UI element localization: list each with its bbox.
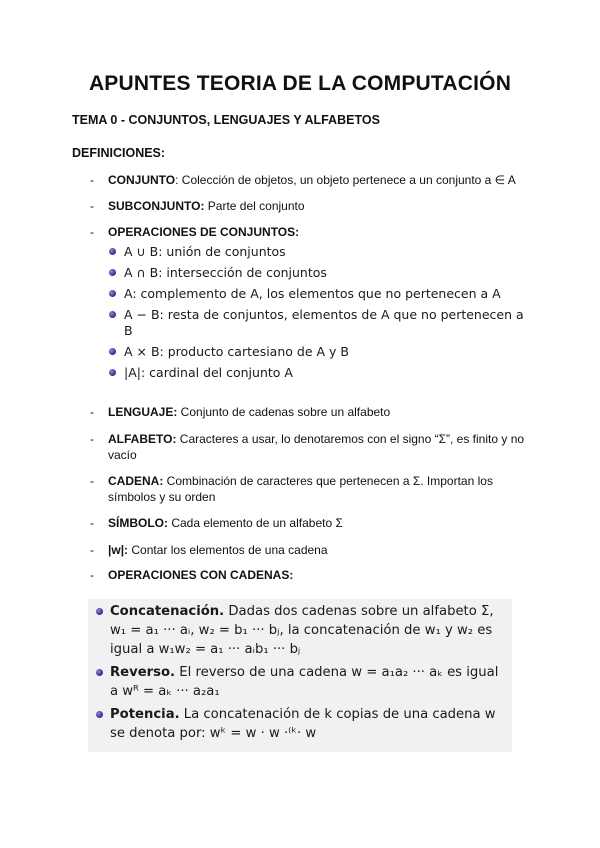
definition-cadena bbox=[90, 473, 530, 505]
term-label: Concatenación. bbox=[110, 604, 225, 619]
definition-operaciones-conjuntos bbox=[90, 224, 530, 386]
list-item-text: A − B: resta de conjuntos, elementos de A que no pertenecen a B bbox=[124, 307, 524, 338]
bullet-icon bbox=[109, 248, 116, 255]
dash-marker: - bbox=[90, 543, 94, 557]
term-label: CADENA: bbox=[108, 474, 164, 488]
term-label: LENGUAJE: bbox=[108, 405, 178, 419]
dash-marker: - bbox=[90, 225, 94, 239]
bullet-icon bbox=[96, 608, 103, 615]
definition-text: Parte del conjunto bbox=[204, 199, 305, 213]
term-label: OPERACIONES DE CONJUNTOS: bbox=[108, 225, 300, 239]
definition-lenguaje bbox=[90, 404, 530, 420]
list-item-text: A: complemento de A, los elementos que no pertenecen a A bbox=[124, 286, 501, 301]
term-label: ALFABETO: bbox=[108, 432, 177, 446]
figure-text: Dadas dos cadenas sobre un alfabeto Σ, w₁ = a₁ ··· aᵢ, w₂ = b₁ ··· bⱼ, la concatenación de w₁ y w₂ es igual a w₁w₂ = a₁ ··· aᵢb₁ ··· bⱼ bbox=[110, 604, 494, 657]
definition-text: Combinación de caracteres que pertenecen a Σ. Importan los símbolos y su orden bbox=[108, 474, 493, 504]
list-item bbox=[108, 286, 530, 302]
term-label: Potencia. bbox=[110, 707, 180, 722]
list-item bbox=[108, 244, 530, 260]
bullet-icon bbox=[96, 711, 103, 718]
dash-marker: - bbox=[90, 405, 94, 419]
definition-alfabeto bbox=[90, 431, 530, 463]
dash-marker: - bbox=[90, 432, 94, 446]
definition-text: Conjunto de cadenas sobre un alfabeto bbox=[177, 405, 391, 419]
term-label: OPERACIONES CON CADENAS: bbox=[108, 568, 294, 582]
set-operations-list bbox=[108, 244, 530, 381]
definition-text: : Colección de objetos, un objeto pertenece a un conjunto a ∈ A bbox=[175, 173, 516, 187]
topic-heading: TEMA 0 - CONJUNTOS, LENGUAJES Y ALFABETOS bbox=[72, 113, 380, 127]
string-operations-figure bbox=[88, 599, 512, 752]
definition-subconjunto bbox=[90, 198, 530, 214]
bullet-icon bbox=[109, 369, 116, 376]
bullet-icon bbox=[109, 269, 116, 276]
figure-text: La concatenación de k copias de una cadena w se denota por: wᵏ = w · w ·⁽ᵏ· w bbox=[110, 707, 496, 741]
definition-simbolo bbox=[90, 515, 530, 531]
dash-marker: - bbox=[90, 568, 94, 582]
list-item bbox=[108, 344, 530, 360]
dash-marker: - bbox=[90, 474, 94, 488]
term-label: SÍMBOLO: bbox=[108, 516, 168, 530]
figure-text: El reverso de una cadena w = a₁a₂ ··· aₖ es igual a wᴿ = aₖ ··· a₂a₁ bbox=[110, 665, 499, 699]
term-label: |w|: bbox=[108, 543, 129, 557]
list-item bbox=[108, 365, 530, 381]
dash-marker: - bbox=[90, 199, 94, 213]
figure-item-concatenacion bbox=[94, 602, 506, 659]
term-label: CONJUNTO bbox=[108, 173, 176, 187]
bullet-icon bbox=[109, 311, 116, 318]
bullet-icon bbox=[109, 290, 116, 297]
list-item-text: A ∩ B: intersección de conjuntos bbox=[124, 265, 327, 280]
definition-text: Cada elemento de un alfabeto Σ bbox=[168, 516, 343, 530]
dash-marker: - bbox=[90, 516, 94, 530]
figure-item-reverso bbox=[94, 663, 506, 701]
list-item-text: A × B: producto cartesiano de A y B bbox=[124, 344, 349, 359]
bullet-icon bbox=[96, 669, 103, 676]
bullet-icon bbox=[109, 348, 116, 355]
definition-operaciones-cadenas bbox=[90, 567, 530, 583]
term-label: Reverso. bbox=[110, 665, 176, 680]
definition-text: Caracteres a usar, lo denotaremos con el signo “Σ”, es finito y no vacío bbox=[108, 432, 525, 462]
definition-longitud bbox=[90, 542, 530, 558]
list-item-text: A ∪ B: unión de conjuntos bbox=[124, 244, 286, 259]
dash-marker: - bbox=[90, 173, 94, 187]
list-item bbox=[108, 307, 530, 339]
list-item bbox=[108, 265, 530, 281]
definition-conjunto bbox=[90, 172, 530, 188]
term-label: SUBCONJUNTO: bbox=[108, 199, 205, 213]
definitions-heading: DEFINICIONES: bbox=[72, 146, 166, 160]
definition-text: Contar los elementos de una cadena bbox=[128, 543, 328, 557]
figure-item-potencia bbox=[94, 705, 506, 743]
list-item-text: |A|: cardinal del conjunto A bbox=[124, 365, 293, 380]
document-title: APUNTES TEORIA DE LA COMPUTACIÓN bbox=[88, 72, 512, 95]
